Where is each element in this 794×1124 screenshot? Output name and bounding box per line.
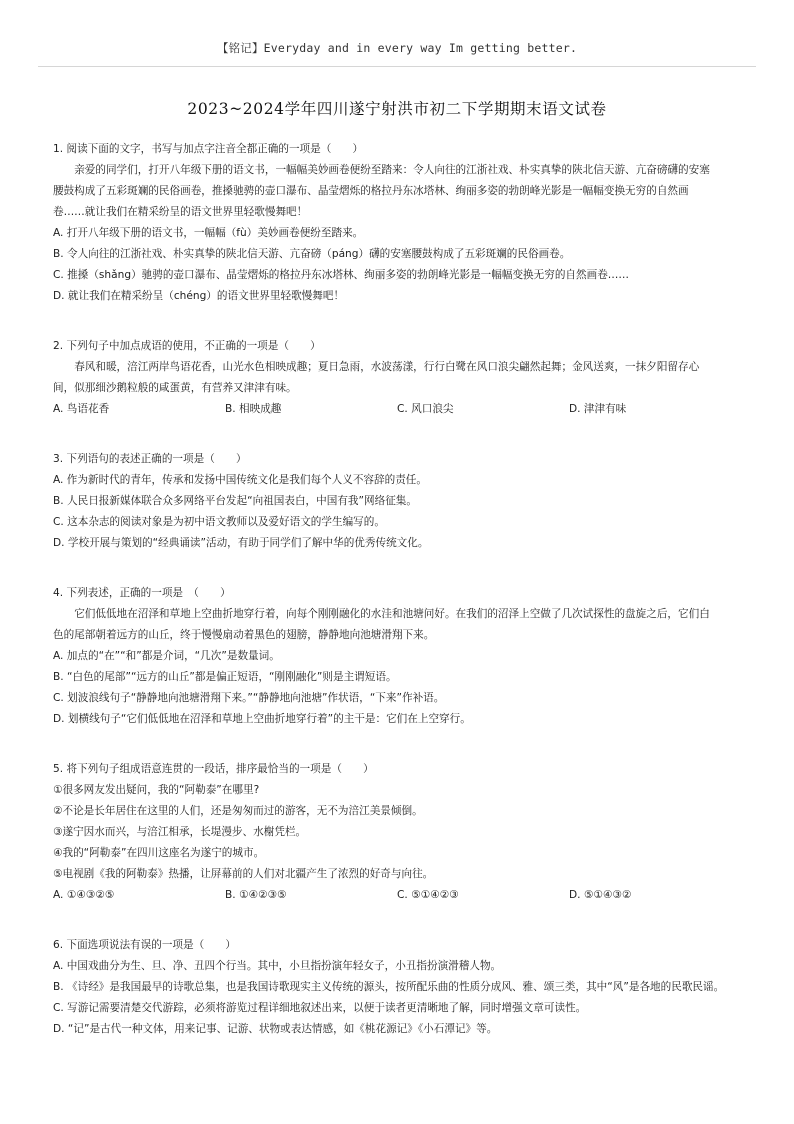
question-1 xyxy=(53,139,743,307)
options-row xyxy=(53,399,743,420)
option-d[interactable]: D. 划横线句子“它们低低地在沼泽和草地上空曲折地穿行着”的主干是：它们在上空穿行。 xyxy=(53,713,471,725)
sentence-2: ②不论是长年居住在这里的人们，还是匆匆而过的游客，无不为涪江美景倾倒。 xyxy=(53,805,423,817)
page-title: 2023~2024学年四川遂宁射洪市初二下学期期末语文试卷 xyxy=(187,100,607,118)
question-stem: 5. 将下列句子组成语意连贯的一段话，排序最恰当的一项是（ ） xyxy=(53,763,374,775)
option-c[interactable]: C. 风口浪尖 xyxy=(397,403,454,415)
option-b[interactable]: B. 相映成趣 xyxy=(225,403,282,415)
options-row xyxy=(53,885,743,906)
sentence-1: ①很多网友发出疑问，我的“阿勒泰”在哪里? xyxy=(53,784,260,796)
question-2 xyxy=(53,336,743,420)
question-3 xyxy=(53,449,743,554)
option-b[interactable]: B. 令人向往的江浙社戏、朴实真挚的陕北信天游、亢奋磅（páng）礴的安塞腰鼓构成了五彩斑斓的民俗画卷。 xyxy=(53,248,571,260)
question-6 xyxy=(53,935,743,1040)
sentence-5: ⑤电视剧《我的阿勒泰》热播，让屏幕前的人们对北疆产生了浓烈的好奇与向往。 xyxy=(53,868,434,880)
passage-line: 色的尾部朝着远方的山丘，终于慢慢扇动着黑色的翅膀，静静地向池塘滑翔下来。 xyxy=(53,629,435,641)
option-c[interactable]: C. 推搡（shǎng）驰骋的壶口瀑布、晶莹熠烁的格拉丹东冰塔林、绚丽多姿的勃朗峰光影是一幅幅变换无穷的自然画卷…… xyxy=(53,269,629,281)
option-a[interactable]: A. 中国戏曲分为生、旦、净、丑四个行当。其中，小旦指扮演年轻女子，小丑指扮演滑稽人物。 xyxy=(53,960,502,972)
option-c[interactable]: C. 这本杂志的阅读对象是为初中语文教师以及爱好语文的学生编写的。 xyxy=(53,516,385,528)
question-passage xyxy=(53,604,743,646)
header-divider xyxy=(38,66,756,67)
option-d[interactable]: D. 津津有味 xyxy=(569,403,627,415)
option-a[interactable]: A. ①④③②⑤ xyxy=(53,889,115,901)
option-c[interactable]: C. 写游记需要清楚交代游踪，必须将游览过程详细地叙述出来，以便于读者更清晰地了解，同时增强文章可读性。 xyxy=(53,1002,587,1014)
passage-line: 它们低低地在沼泽和草地上空曲折地穿行着，向每个刚刚融化的水洼和池塘问好。在我们的沼泽上空做了几次试探性的盘旋之后，它们白 xyxy=(74,608,710,620)
sentence-4: ④我的“阿勒泰”在四川这座名为遂宁的城市。 xyxy=(53,847,265,859)
question-4 xyxy=(53,583,743,730)
passage-line: 亲爱的同学们，打开八年级下册的语文书，一幅幅美妙画卷便纷至踏来：令人向往的江浙社戏、朴实真挚的陕北信天游、亢奋磅礴的安塞 xyxy=(74,164,710,176)
option-d[interactable]: D. “记”是古代一种文体，用来记事、记游、状物或表达情感，如《桃花源记》《小石潭记》等。 xyxy=(53,1023,498,1035)
option-c[interactable]: C. ⑤①④②③ xyxy=(397,889,459,901)
option-d[interactable]: D. ⑤①④③② xyxy=(569,889,632,901)
option-b[interactable]: B. 《诗经》是我国最早的诗歌总集，也是我国诗歌现实主义传统的源头，按所配乐曲的性质分成风、雅、颂三类，其中“风”是各地的民歌民谣。 xyxy=(53,981,725,993)
question-stem: 1. 阅读下面的文字，书写与加点字注音全都正确的一项是（ ） xyxy=(53,143,364,155)
option-a[interactable]: A. 打开八年级下册的语文书，一幅幅（fù）美妙画卷便纷至踏来。 xyxy=(53,227,364,239)
question-passage xyxy=(53,357,743,399)
option-d[interactable]: D. 就让我们在精采纷呈（chéng）的语文世界里轻歌慢舞吧！ xyxy=(53,290,345,302)
sentence-3: ③遂宁因水而兴，与涪江相承，长堤漫步、水榭凭栏。 xyxy=(53,826,307,838)
passage-line: 间，似那细沙鹅粒般的咸蛋黄，有营养又津津有味。 xyxy=(53,382,297,394)
exam-content xyxy=(53,139,743,1040)
passage-line: 卷……就让我们在精采纷呈的语文世界里轻歌慢舞吧！ xyxy=(53,206,308,218)
option-c[interactable]: C. 划波浪线句子“静静地向池塘滑翔下来。”“静静地向池塘”作状语，“下来”作补语。 xyxy=(53,692,445,704)
option-a[interactable]: A. 作为新时代的青年，传承和发扬中国传统文化是我们每个人义不容辞的责任。 xyxy=(53,474,427,486)
question-passage xyxy=(53,160,743,223)
option-b[interactable]: B. “白色的尾部”“远方的山丘”都是偏正短语，“刚刚融化”则是主谓短语。 xyxy=(53,671,397,683)
option-b[interactable]: B. ①④②③⑤ xyxy=(225,889,287,901)
question-stem: 6. 下面选项说法有误的一项是（ ） xyxy=(53,939,236,951)
question-stem: 3. 下列语句的表述正确的一项是（ ） xyxy=(53,453,247,465)
motto-header: 【铭记】Everyday and in every way Im getting better. xyxy=(216,41,578,55)
question-5 xyxy=(53,759,743,906)
passage-line: 春风和暖，涪江两岸鸟语花香，山光水色相映成趣；夏日急雨，水波荡漾，行行白鹭在风口浪尖翩然起舞；金风送爽，一抹夕阳留存心 xyxy=(74,361,700,373)
option-d[interactable]: D. 学校开展与策划的“经典诵读”活动，有助于同学们了解中华的优秀传统文化。 xyxy=(53,537,429,549)
question-stem: 4. 下列表述，正确的一项是 （ ） xyxy=(53,587,231,599)
question-stem: 2. 下列句子中加点成语的使用，不正确的一项是（ ） xyxy=(53,340,321,352)
option-b[interactable]: B. 人民日报新媒体联合众多网络平台发起“向祖国表白，中国有我”网络征集。 xyxy=(53,495,417,507)
option-a[interactable]: A. 加点的“在”“和”都是介词，“几次”是数量词。 xyxy=(53,650,280,662)
option-a[interactable]: A. 鸟语花香 xyxy=(53,403,110,415)
passage-line: 腰鼓构成了五彩斑斓的民俗画卷，推搡驰骋的壶口瀑布、晶莹熠烁的格拉丹东冰塔林、绚丽多姿的勃朗峰光影是一幅幅变换无穷的自然画 xyxy=(53,185,689,197)
